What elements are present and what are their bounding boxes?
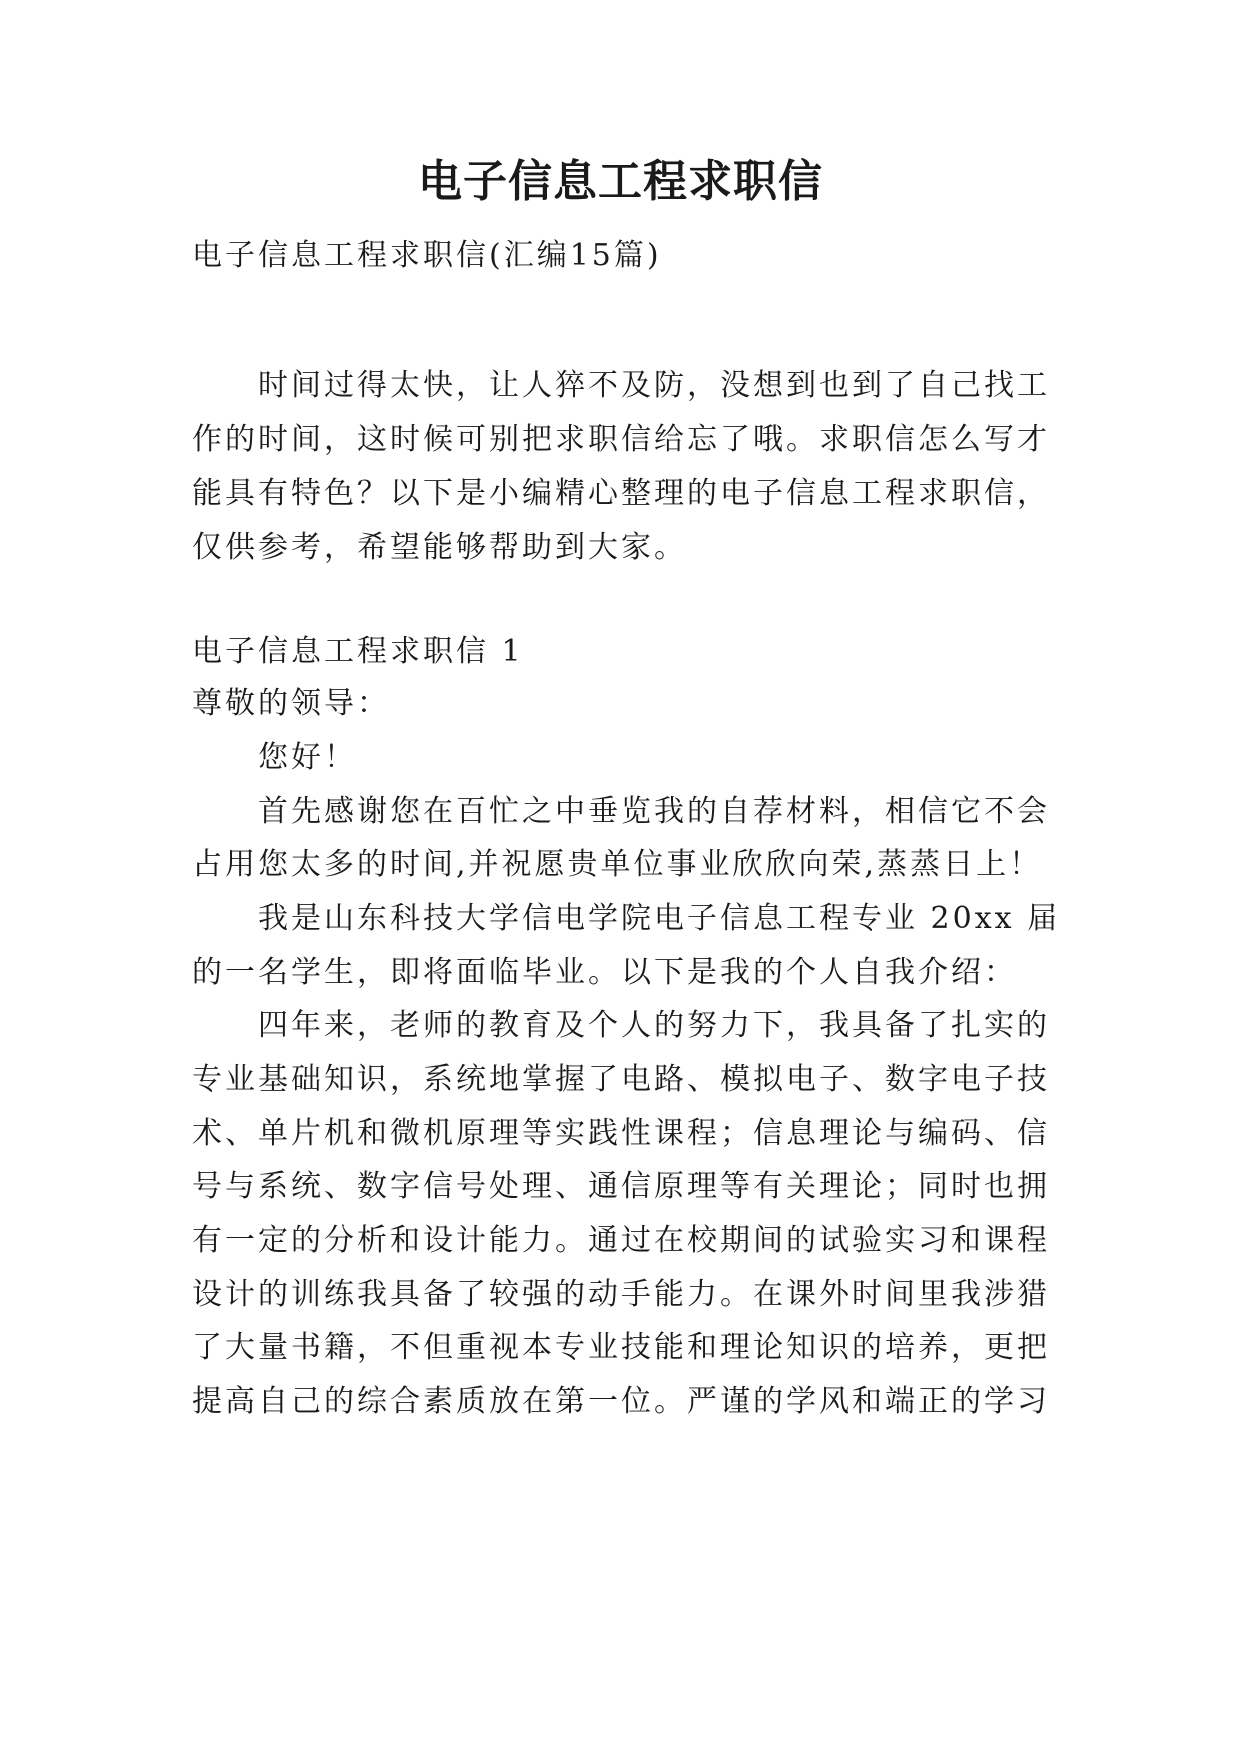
letter-paragraph-line: 提高自己的综合素质放在第一位。严谨的学风和端正的学习 [192,1384,1050,1419]
letter-paragraph-line: 有一定的分析和设计能力。通过在校期间的试验实习和课程 [192,1223,1050,1258]
letter-paragraph-line: 号与系统、数字信号处理、通信原理等有关理论；同时也拥 [192,1169,1050,1204]
intro-line: 能具有特色？以下是小编精心整理的电子信息工程求职信， [192,476,1050,511]
intro-line: 作的时间，这时候可别把求职信给忘了哦。求职信怎么写才 [192,422,1050,457]
intro-line: 时间过得太快，让人猝不及防，没想到也到了自己找工 [258,368,1050,403]
letter-heading: 电子信息工程求职信 1 [192,634,524,669]
letter-paragraph-line: 术、单片机和微机原理等实践性课程；信息理论与编码、信 [192,1116,1050,1151]
letter-salutation: 尊敬的领导： [192,686,390,721]
intro-line: 仅供参考，希望能够帮助到大家。 [192,530,687,565]
letter-paragraph-line: 占用您太多的时间,并祝愿贵单位事业欣欣向荣,蒸蒸日上！ [192,847,1043,882]
letter-greeting: 您好！ [258,740,357,775]
letter-paragraph-line: 四年来，老师的教育及个人的努力下，我具备了扎实的 [258,1008,1050,1043]
letter-paragraph-line: 我是山东科技大学信电学院电子信息工程专业 20xx 届 [258,901,1061,936]
letter-paragraph-line: 首先感谢您在百忙之中垂览我的自荐材料，相信它不会 [258,794,1050,829]
letter-paragraph-line: 了大量书籍，不但重视本专业技能和理论知识的培养，更把 [192,1330,1050,1365]
letter-paragraph-line: 专业基础知识，系统地掌握了电路、模拟电子、数字电子技 [192,1062,1050,1097]
letter-paragraph-line: 设计的训练我具备了较强的动手能力。在课外时间里我涉猎 [192,1277,1050,1312]
letter-paragraph-line: 的一名学生，即将面临毕业。以下是我的个人自我介绍： [192,955,1017,990]
document-title: 电子信息工程求职信 [418,156,823,207]
document-subtitle: 电子信息工程求职信(汇编15篇) [192,238,662,273]
